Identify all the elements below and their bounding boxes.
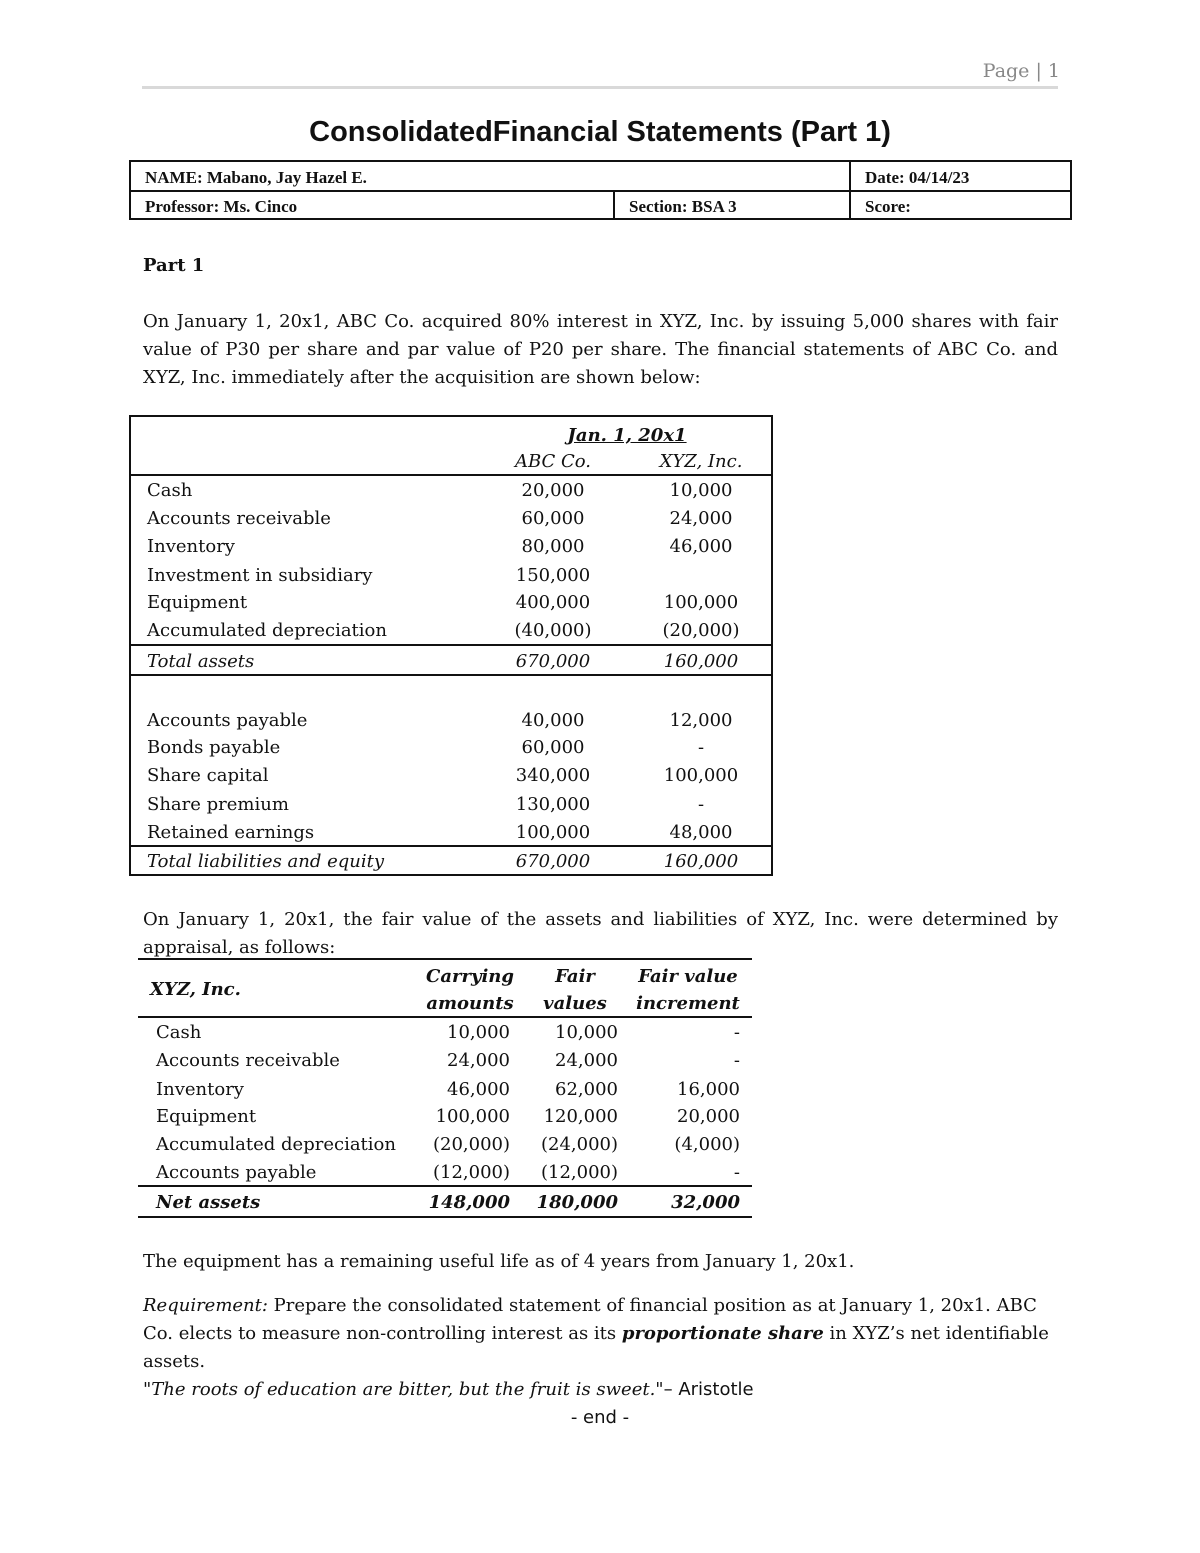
- student-info-table: [129, 160, 1072, 220]
- table-row: Accumulated depreciation (20,000) (24,000) (4,000): [156, 1134, 740, 1155]
- name-cell: NAME: Mabano, Jay Hazel E.: [129, 160, 851, 192]
- appraisal-paragraph: On January 1, 20x1, the fair value of the assets and liabilities of XYZ, Inc. were determined by appraisal, as follows:: [143, 909, 1058, 958]
- table-row: Inventory 80,000 46,000: [147, 536, 733, 557]
- fair-value-table: XYZ, Inc. Carrying Fair Fair value amounts values increment Cash 10,000 10,000 - Accounts receivable 24,000 24,000 - Inventory 46,000 62,000 16,000 Equipment 100,000 120,000 20,000 Accumulated depreciation (20,000) (24,000) (4,000) Accounts payable (12,000) (12,000) - Net assets 148,000 180,000 32,000: [138, 958, 752, 1218]
- table-row: Accounts receivable 24,000 24,000 -: [156, 1050, 740, 1071]
- table-row: Inventory 46,000 62,000 16,000: [156, 1079, 740, 1100]
- fv-entity-header: XYZ, Inc.: [150, 979, 241, 1000]
- table-row: Accounts payable 40,000 12,000: [147, 710, 733, 731]
- table-row: Retained earnings 100,000 48,000: [147, 822, 733, 843]
- quote-author: – Aristotle: [663, 1379, 754, 1400]
- col-header-abc: ABC Co.: [514, 451, 592, 472]
- balance-sheet-table: [129, 415, 773, 876]
- table-row: Cash 20,000 10,000: [147, 480, 733, 501]
- date-cell: Date: 04/14/23: [849, 160, 1072, 192]
- section-cell: Section: BSA 3: [613, 190, 851, 220]
- table-row: Accounts payable (12,000) (12,000) -: [156, 1162, 740, 1183]
- header-rule: [142, 86, 1058, 89]
- quote-text: "The roots of education are bitter, but the fruit is sweet.": [143, 1379, 664, 1400]
- total-assets-row: Total assets 670,000 160,000: [147, 651, 739, 672]
- net-assets-row: Net assets 148,000 180,000 32,000: [156, 1192, 740, 1213]
- table-row: Accumulated depreciation (40,000) (20,000): [147, 620, 740, 641]
- table-row: Investment in subsidiary 150,000: [147, 565, 591, 586]
- table-row: Cash 10,000 10,000 -: [156, 1022, 740, 1043]
- table-row: Equipment 100,000 120,000 20,000: [156, 1106, 740, 1127]
- professor-cell: Professor: Ms. Cinco: [129, 190, 615, 220]
- table-row: Bonds payable 60,000 -: [147, 737, 705, 758]
- requirement-paragraph: Requirement: Prepare the consolidated statement of financial position as at January 1, 20x1. ABC Co. elects to measure non-controlling interest as its proportionate share in XYZ’s net identifiable assets.: [143, 1295, 1049, 1372]
- table-row: Share capital 340,000 100,000: [147, 765, 739, 786]
- table-row: Accounts receivable 60,000 24,000: [147, 508, 733, 529]
- date-header: Jan. 1, 20x1: [567, 425, 687, 446]
- requirement-emphasis: proportionate share: [621, 1323, 824, 1344]
- score-cell: Score:: [849, 190, 1072, 220]
- requirement-label: Requirement:: [143, 1295, 268, 1316]
- part-heading: Part 1: [143, 255, 205, 276]
- useful-life-text: The equipment has a remaining useful life as of 4 years from January 1, 20x1.: [143, 1251, 855, 1272]
- end-marker: - end -: [570, 1407, 630, 1428]
- table-row: Equipment 400,000 100,000: [147, 592, 739, 613]
- total-liabilities-row: Total liabilities and equity 670,000 160,000: [147, 851, 739, 872]
- col-header-xyz: XYZ, Inc.: [659, 451, 743, 472]
- document-title: ConsolidatedFinancial Statements (Part 1): [309, 116, 891, 148]
- intro-paragraph: On January 1, 20x1, ABC Co. acquired 80% interest in XYZ, Inc. by issuing 5,000 shares with fair value of P30 per share and par value of P20 per share. The financial statements of ABC Co. and XYZ, Inc. immediately after the acquisition are shown below:: [143, 311, 1058, 388]
- page-number: Page | 1: [982, 60, 1060, 82]
- quote-line: [143, 1376, 754, 1404]
- table-row: Share premium 130,000 -: [147, 794, 705, 815]
